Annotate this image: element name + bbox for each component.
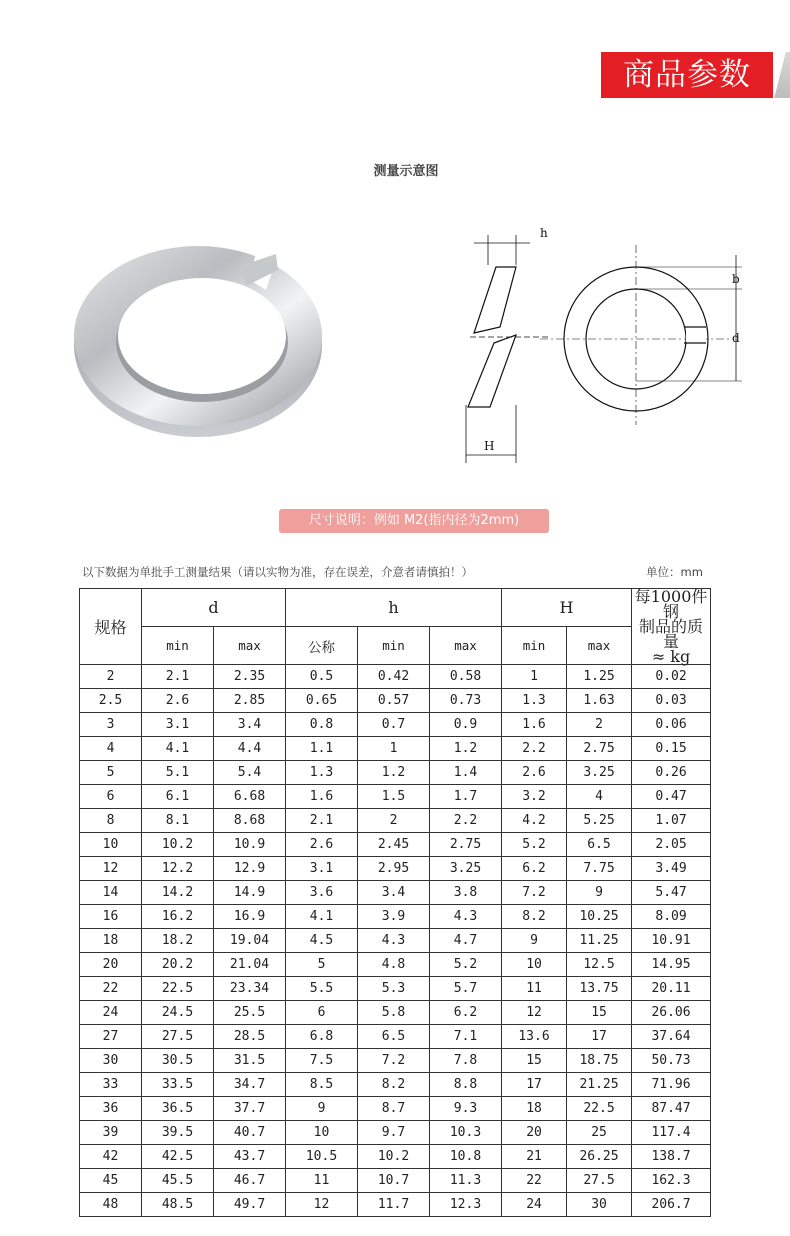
table-cell: 6.2 [502,857,567,881]
header-h-max: max [430,627,502,665]
table-row [80,809,711,833]
table-cell: 0.9 [430,713,502,737]
dimension-label-h: h [540,226,548,240]
table-cell: 0.65 [286,689,358,713]
table-cell: 5.2 [430,953,502,977]
table-cell: 3.8 [430,881,502,905]
table-cell: 1.2 [358,761,430,785]
table-cell: 2.75 [430,833,502,857]
header-weight-line2: 制品的质量 [639,617,704,651]
table-cell: 1 [502,665,567,689]
table-cell: 27.5 [567,1169,632,1193]
table-row [80,929,711,953]
table-cell: 42.5 [142,1145,214,1169]
table-cell: 11 [502,977,567,1001]
table-cell: 206.7 [632,1193,711,1217]
table-cell: 10.91 [632,929,711,953]
table-cell: 2.45 [358,833,430,857]
table-cell: 8 [80,809,142,833]
table-cell: 4.2 [502,809,567,833]
table-cell: 26.25 [567,1145,632,1169]
table-cell: 8.68 [214,809,286,833]
table-cell: 1.25 [567,665,632,689]
table-cell: 10 [286,1121,358,1145]
table-cell: 0.73 [430,689,502,713]
table-cell: 22 [80,977,142,1001]
size-note: 尺寸说明：例如 M2(指内径为2mm) [279,509,549,533]
table-cell: 11.7 [358,1193,430,1217]
table-cell: 3.25 [567,761,632,785]
table-cell: 42 [80,1145,142,1169]
table-row [80,737,711,761]
table-cell: 2 [358,809,430,833]
table-cell: 33 [80,1073,142,1097]
table-cell: 22.5 [142,977,214,1001]
table-cell: 9 [286,1097,358,1121]
table-cell: 13.6 [502,1025,567,1049]
table-cell: 23.34 [214,977,286,1001]
table-cell: 30 [80,1049,142,1073]
table-cell: 33.5 [142,1073,214,1097]
table-cell: 1.3 [286,761,358,785]
table-cell: 2.6 [502,761,567,785]
table-cell: 6.2 [430,1001,502,1025]
table-cell: 21.04 [214,953,286,977]
table-cell: 5 [286,953,358,977]
table-cell: 0.7 [358,713,430,737]
table-cell: 1.7 [430,785,502,809]
table-cell: 1.07 [632,809,711,833]
table-row [80,953,711,977]
table-cell: 5 [80,761,142,785]
diagram-title: 测量示意图 [373,164,439,179]
table-cell: 162.3 [632,1169,711,1193]
table-cell: 8.2 [358,1073,430,1097]
table-cell: 17 [502,1073,567,1097]
table-cell: 18 [80,929,142,953]
header-H-min: min [502,627,567,665]
table-cell: 1.6 [502,713,567,737]
table-cell: 0.42 [358,665,430,689]
header-d-min: min [142,627,214,665]
table-cell: 5.5 [286,977,358,1001]
table-cell: 14.95 [632,953,711,977]
table-cell: 0.58 [430,665,502,689]
table-cell: 2.6 [286,833,358,857]
section-banner: 商品参数 [601,52,773,98]
dimension-label-H: H [484,439,495,453]
table-cell: 2.2 [430,809,502,833]
header-d-max: max [214,627,286,665]
table-cell: 8.8 [430,1073,502,1097]
table-cell: 22 [502,1169,567,1193]
table-cell: 22.5 [567,1097,632,1121]
table-cell: 7.2 [502,881,567,905]
table-row [80,1049,711,1073]
table-cell: 6 [286,1001,358,1025]
table-cell: 12.5 [567,953,632,977]
header-d: d [142,589,286,627]
table-row [80,977,711,1001]
table-cell: 2.6 [142,689,214,713]
table-cell: 39 [80,1121,142,1145]
table-cell: 9 [567,881,632,905]
header-weight-line3: ≈ kg [651,647,691,666]
table-cell: 10.5 [286,1145,358,1169]
table-cell: 21.25 [567,1073,632,1097]
table-cell: 1.63 [567,689,632,713]
table-cell: 0.15 [632,737,711,761]
table-cell: 17 [567,1025,632,1049]
table-cell: 36.5 [142,1097,214,1121]
table-cell: 4.3 [358,929,430,953]
unit-label: 单位：mm [646,565,703,579]
table-cell: 10.9 [214,833,286,857]
table-cell: 49.7 [214,1193,286,1217]
table-row [80,665,711,689]
table-row [80,1001,711,1025]
table-cell: 6.8 [286,1025,358,1049]
table-cell: 6.1 [142,785,214,809]
table-cell: 16 [80,905,142,929]
table-cell: 2.35 [214,665,286,689]
table-cell: 7.8 [430,1049,502,1073]
header-h-nominal: 公称 [286,627,358,665]
table-cell: 39.5 [142,1121,214,1145]
table-cell: 15 [502,1049,567,1073]
table-cell: 24 [502,1193,567,1217]
table-cell: 16.2 [142,905,214,929]
table-cell: 8.5 [286,1073,358,1097]
table-cell: 2.95 [358,857,430,881]
table-cell: 12.2 [142,857,214,881]
table-cell: 8.7 [358,1097,430,1121]
table-cell: 4.4 [214,737,286,761]
table-row [80,833,711,857]
table-cell: 138.7 [632,1145,711,1169]
table-row [80,1097,711,1121]
table-row [80,1145,711,1169]
table-cell: 10 [502,953,567,977]
header-H: H [502,589,632,627]
table-cell: 1.2 [430,737,502,761]
table-row [80,1025,711,1049]
table-cell: 3.6 [286,881,358,905]
table-cell: 6.5 [358,1025,430,1049]
table-cell: 14.9 [214,881,286,905]
table-cell: 1.5 [358,785,430,809]
table-cell: 45.5 [142,1169,214,1193]
table-cell: 31.5 [214,1049,286,1073]
table-cell: 7.2 [358,1049,430,1073]
table-cell: 20 [80,953,142,977]
table-cell: 30 [567,1193,632,1217]
table-cell: 36 [80,1097,142,1121]
table-cell: 9 [502,929,567,953]
table-cell: 0.06 [632,713,711,737]
table-cell: 1.3 [502,689,567,713]
table-cell: 25 [567,1121,632,1145]
table-cell: 14 [80,881,142,905]
table-cell: 25.5 [214,1001,286,1025]
table-cell: 12 [502,1001,567,1025]
dimension-label-d: d [732,331,740,345]
table-cell: 3.1 [142,713,214,737]
table-row [80,905,711,929]
table-cell: 2 [80,665,142,689]
table-cell: 20.11 [632,977,711,1001]
table-cell: 2.75 [567,737,632,761]
table-cell: 0.57 [358,689,430,713]
table-cell: 50.73 [632,1049,711,1073]
table-cell: 10.25 [567,905,632,929]
table-row [80,1193,711,1217]
table-cell: 11 [286,1169,358,1193]
header-weight-line1: 每1000件钢 [634,587,708,621]
header-spec: 规格 [80,589,142,665]
table-cell: 0.02 [632,665,711,689]
table-row [80,785,711,809]
table-cell: 5.2 [502,833,567,857]
table-cell: 11.3 [430,1169,502,1193]
table-cell: 19.04 [214,929,286,953]
table-cell: 13.75 [567,977,632,1001]
table-cell: 9.7 [358,1121,430,1145]
table-cell: 87.47 [632,1097,711,1121]
table-cell: 3.2 [502,785,567,809]
table-cell: 0.47 [632,785,711,809]
table-cell: 28.5 [214,1025,286,1049]
table-cell: 10 [80,833,142,857]
spec-table-body [80,665,711,1217]
dimension-label-b: b [732,272,740,286]
table-cell: 24.5 [142,1001,214,1025]
table-cell: 20 [502,1121,567,1145]
table-cell: 10.7 [358,1169,430,1193]
table-cell: 3.9 [358,905,430,929]
table-cell: 12.9 [214,857,286,881]
table-cell: 5.47 [632,881,711,905]
table-cell: 12 [80,857,142,881]
table-cell: 0.8 [286,713,358,737]
table-cell: 4 [567,785,632,809]
table-cell: 3.49 [632,857,711,881]
table-cell: 15 [567,1001,632,1025]
table-cell: 3 [80,713,142,737]
table-cell: 48 [80,1193,142,1217]
table-cell: 10.2 [142,833,214,857]
table-cell: 48.5 [142,1193,214,1217]
table-row [80,1073,711,1097]
table-cell: 5.4 [214,761,286,785]
table-cell: 45 [80,1169,142,1193]
table-cell: 4.3 [430,905,502,929]
table-cell: 12 [286,1193,358,1217]
table-row [80,713,711,737]
table-cell: 18 [502,1097,567,1121]
table-cell: 1.6 [286,785,358,809]
table-cell: 71.96 [632,1073,711,1097]
table-cell: 18.2 [142,929,214,953]
table-cell: 8.1 [142,809,214,833]
table-cell: 4.1 [286,905,358,929]
table-cell: 2.85 [214,689,286,713]
table-cell: 24 [80,1001,142,1025]
table-cell: 20.2 [142,953,214,977]
table-cell: 3.1 [286,857,358,881]
table-cell: 4.1 [142,737,214,761]
table-cell: 7.5 [286,1049,358,1073]
table-cell: 37.64 [632,1025,711,1049]
table-cell: 8.2 [502,905,567,929]
table-cell: 2.05 [632,833,711,857]
table-cell: 5.25 [567,809,632,833]
table-cell: 7.75 [567,857,632,881]
table-cell: 4.5 [286,929,358,953]
table-cell: 0.03 [632,689,711,713]
table-row [80,689,711,713]
table-cell: 3.4 [358,881,430,905]
table-cell: 5.3 [358,977,430,1001]
header-weight [632,589,711,665]
table-cell: 6.5 [567,833,632,857]
table-cell: 10.8 [430,1145,502,1169]
header-H-max: max [567,627,632,665]
washer-technical-drawing [440,215,760,475]
table-cell: 0.5 [286,665,358,689]
table-cell: 9.3 [430,1097,502,1121]
table-row [80,857,711,881]
table-cell: 6.68 [214,785,286,809]
table-cell: 5.1 [142,761,214,785]
table-cell: 2.5 [80,689,142,713]
table-cell: 2.1 [142,665,214,689]
table-cell: 27 [80,1025,142,1049]
table-row [80,1169,711,1193]
table-cell: 5.8 [358,1001,430,1025]
table-cell: 1 [358,737,430,761]
table-cell: 37.7 [214,1097,286,1121]
table-cell: 34.7 [214,1073,286,1097]
table-cell: 10.2 [358,1145,430,1169]
table-cell: 0.26 [632,761,711,785]
washer-photo [70,230,330,460]
table-cell: 2.2 [502,737,567,761]
table-cell: 27.5 [142,1025,214,1049]
table-cell: 26.06 [632,1001,711,1025]
table-cell: 4 [80,737,142,761]
table-cell: 8.09 [632,905,711,929]
table-cell: 10.3 [430,1121,502,1145]
table-cell: 3.25 [430,857,502,881]
table-cell: 12.3 [430,1193,502,1217]
header-h-min: min [358,627,430,665]
table-cell: 18.75 [567,1049,632,1073]
header-h: h [286,589,502,627]
table-cell: 14.2 [142,881,214,905]
table-cell: 2.1 [286,809,358,833]
table-cell: 4.8 [358,953,430,977]
table-cell: 3.4 [214,713,286,737]
table-cell: 5.7 [430,977,502,1001]
table-cell: 4.7 [430,929,502,953]
table-cell: 7.1 [430,1025,502,1049]
table-cell: 117.4 [632,1121,711,1145]
table-cell: 6 [80,785,142,809]
table-cell: 46.7 [214,1169,286,1193]
table-cell: 2 [567,713,632,737]
measurement-notice: 以下数据为单批手工测量结果（请以实物为准，存在误差，介意者请慎拍！） [82,565,473,579]
table-cell: 30.5 [142,1049,214,1073]
table-cell: 11.25 [567,929,632,953]
table-cell: 43.7 [214,1145,286,1169]
table-row [80,881,711,905]
table-row [80,1121,711,1145]
spec-table [79,588,711,1217]
table-cell: 16.9 [214,905,286,929]
table-cell: 21 [502,1145,567,1169]
table-cell: 40.7 [214,1121,286,1145]
table-cell: 1.1 [286,737,358,761]
table-cell: 1.4 [430,761,502,785]
table-row [80,761,711,785]
